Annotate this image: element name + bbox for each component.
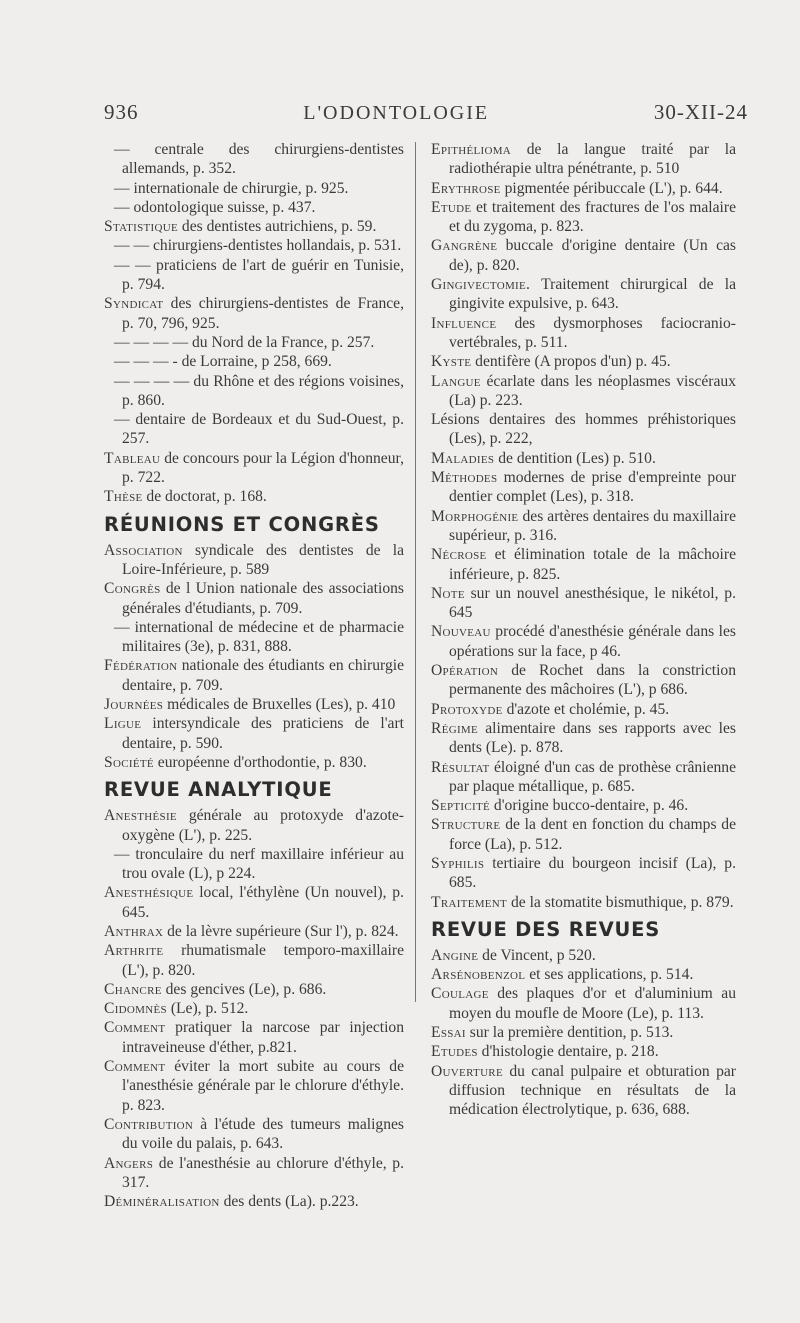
index-entry (431, 410, 736, 449)
entry-text: — tronculaire du nerf maxillaire inférieur au trou ovale (L), p 224. (114, 845, 404, 883)
entry-text: dentifère (A propos d'un) p. 45. (471, 353, 671, 371)
entry-keyword: Régime (431, 719, 479, 737)
entry-text: tertiaire du bourgeon incisif (La), p. 685. (449, 854, 736, 892)
entry-text: des dentistes autrichiens, p. 59. (178, 218, 377, 236)
index-entry (104, 806, 404, 845)
entry-text: — odontologique suisse, p. 437. (114, 198, 316, 216)
entry-keyword: Traitement (431, 893, 508, 911)
index-entry (104, 217, 404, 236)
index-entry (104, 1057, 404, 1115)
index-entry (104, 1154, 404, 1193)
index-entry (104, 333, 404, 352)
entry-text: — internationale de chirurgie, p. 925. (114, 179, 349, 197)
entry-text: et élimination totale de la mâchoire inférieure, p. 825. (449, 546, 736, 583)
entry-text: — — — - de Lorraine, p 258, 669. (114, 353, 332, 371)
index-entry (431, 275, 736, 314)
entry-text: de l Union nationale des associations générales d'étudiants, p. 709. (122, 580, 404, 617)
entry-keyword: Syndicat (104, 295, 164, 313)
index-entry (431, 758, 736, 797)
left-entries-1 (104, 140, 404, 507)
entry-keyword: Chancre (104, 980, 162, 998)
entry-keyword: Cidomnès (104, 1000, 167, 1018)
entry-text: Lésions dentaires des hommes préhistoriques (Les), p. 222, (431, 411, 736, 448)
entry-text: — centrale des chirurgiens-dentistes allemands, p. 352. (114, 141, 404, 178)
left-entries-3 (104, 806, 404, 1211)
index-entry (104, 656, 404, 695)
index-entry (104, 352, 404, 371)
index-entry (104, 999, 404, 1018)
index-entry (104, 541, 404, 580)
entry-text: des dysmorphoses faciocranio-vertébrales, p. 511. (449, 314, 736, 351)
index-entry (104, 410, 404, 449)
page-header (104, 100, 748, 125)
entry-text: sur un nouvel anesthésique, le nikétol, p. 645 (449, 584, 736, 622)
entry-keyword: Erythrose (431, 179, 501, 197)
entry-text: des artères dentaires du maxillaire supérieur, p. 316. (449, 507, 736, 544)
entry-text: de concours pour la Légion d'honneur, p. 722. (122, 449, 404, 487)
entry-keyword: Protoxyde (431, 700, 503, 718)
entry-keyword: Etude (431, 198, 472, 216)
entry-keyword: Note (431, 584, 465, 602)
entry-text: de Vincent, p 520. (478, 946, 596, 964)
index-entry (431, 984, 736, 1023)
index-entry (104, 1115, 404, 1154)
section-heading-revue-des-revues: REVUE DES REVUES (431, 917, 661, 941)
entry-text: buccale d'origine dentaire (Un cas de), p. 820. (449, 237, 736, 274)
entry-keyword: Société (104, 753, 154, 771)
entry-keyword: Congrès (104, 580, 161, 598)
entry-text: de la dent en fonction du champs de force (La), p. 512. (449, 816, 736, 853)
index-entry (104, 1018, 404, 1057)
entry-text: d'azote et cholémie, p. 45. (502, 700, 670, 718)
entry-keyword: Morphogénie (431, 507, 519, 525)
left-column (104, 140, 404, 1211)
entry-text: intersyndicale des praticiens de l'art dentaire, p. 590. (122, 715, 404, 752)
index-entry (104, 753, 404, 772)
entry-keyword: Angine (431, 946, 479, 964)
index-entry (104, 579, 404, 618)
index-entry (431, 372, 736, 411)
index-entry (104, 922, 404, 941)
entry-keyword: Résultat (431, 758, 490, 776)
entry-text: procédé d'anesthésie générale dans les opérations sur la face, p 46. (449, 623, 736, 660)
entry-keyword: Nouveau (431, 623, 491, 641)
right-entries-1 (431, 140, 736, 912)
entry-text: — dentaire de Bordeaux et du Sud-Ouest, p. 257. (114, 411, 404, 448)
entry-text: des gencives (Le), p. 686. (161, 980, 327, 998)
index-entry (104, 714, 404, 753)
entry-text: alimentaire dans ses rapports avec les dents (Le). p. 878. (449, 719, 736, 757)
entry-text: écarlate dans les néoplasmes viscéraux (La) p. 223. (449, 372, 736, 409)
entry-keyword: Etudes (431, 1043, 478, 1061)
page-number: 936 (104, 100, 139, 124)
entry-keyword: Structure (431, 816, 501, 834)
entry-text: de Rochet dans la constriction permanente des mâchoires (L'), p 686. (449, 662, 736, 699)
entry-keyword: Déminéralisation (104, 1193, 220, 1211)
issue-date: 30-XII-24 (653, 100, 748, 124)
entry-text: éloigné d'un cas de prothèse crânienne par plaque métallique, p. 685. (449, 758, 736, 795)
entry-text: des chirurgiens-dentistes de France, p. 70, 796, 925. (122, 295, 404, 332)
entry-text: — — — — du Rhône et des régions voisines, p. 860. (114, 372, 404, 409)
entry-text: (Le), p. 512. (166, 1000, 249, 1018)
index-entry (431, 796, 736, 815)
entry-text: européenne d'orthodontie, p. 830. (153, 753, 367, 771)
entry-keyword: Gingivectomie. (431, 276, 531, 294)
index-entry (431, 1023, 736, 1042)
entry-text: des plaques d'or et d'aluminium au moyen du moufle de Moore (Le), p. 113. (449, 985, 736, 1022)
entry-keyword: Méthodes (431, 469, 498, 487)
entry-text: éviter la mort subite au cours de l'anesthésie générale par le chlorure d'éthyle. p. 823. (122, 1058, 404, 1114)
index-entry (104, 695, 404, 714)
index-entry (104, 487, 404, 506)
entry-keyword: Kyste (431, 353, 472, 371)
entry-text: générale au protoxyde d'azote-oxygène (L'), p. 225. (122, 807, 404, 844)
index-entry (431, 622, 736, 661)
index-entry (431, 236, 736, 275)
index-entry (104, 294, 404, 333)
entry-text: sur la première dentition, p. 513. (465, 1024, 674, 1042)
entry-text: de doctorat, p. 168. (142, 488, 267, 506)
entry-keyword: Comment (104, 1019, 166, 1037)
entry-keyword: Statistique (104, 218, 179, 236)
right-column (431, 140, 736, 1120)
entry-keyword: Septicité (431, 797, 491, 815)
entry-keyword: Anesthésie (104, 807, 177, 825)
index-entry (431, 198, 736, 237)
index-entry (431, 719, 736, 758)
entry-text: de la lèvre supérieure (Sur l'), p. 824. (163, 922, 399, 940)
index-entry (104, 618, 404, 657)
index-entry (431, 449, 736, 468)
entry-text: du canal pulpaire et obturation par diffusion technique en résultats de la médication électrolytique, p. 636, 688. (449, 1062, 736, 1119)
entry-keyword: Langue (431, 372, 481, 390)
entry-keyword: Syphilis (431, 854, 485, 872)
entry-keyword: Epithélioma (431, 141, 512, 158)
entry-text: à l'étude des tumeurs malignes du voile du palais, p. 643. (122, 1115, 404, 1153)
entry-keyword: Association (104, 541, 183, 559)
index-entry (431, 468, 736, 507)
entry-text: local, l'éthylène (Un nouvel), p. 645. (122, 884, 404, 921)
entry-text: d'origine bucco-dentaire, p. 46. (490, 797, 689, 815)
entry-keyword: Maladies (431, 449, 495, 467)
entry-keyword: Influence (431, 314, 497, 332)
entry-keyword: Ouverture (431, 1062, 503, 1080)
entry-text: — — chirurgiens-dentistes hollandais, p. 531. (114, 237, 402, 255)
entry-text: et traitement des fractures de l'os malaire et du zygoma, p. 823. (449, 198, 736, 236)
section-heading-reunions: RÉUNIONS ET CONGRÈS (104, 512, 380, 536)
left-entries-2 (104, 541, 404, 773)
right-entries-2 (431, 946, 736, 1120)
index-entry (431, 661, 736, 700)
entry-text: de dentition (Les) p. 510. (494, 449, 656, 467)
entry-text: syndicale des dentistes de la Loire-Inférieure, p. 589 (122, 541, 404, 578)
entry-keyword: Ligue (104, 715, 142, 733)
index-entry (431, 1062, 736, 1120)
index-entry (431, 179, 736, 198)
entry-keyword: Anthrax (104, 922, 164, 940)
index-entry (104, 179, 404, 198)
entry-text: rhumatismale temporo-maxillaire (L'), p. 820. (122, 942, 404, 979)
entry-text: — — — — du Nord de la France, p. 257. (114, 333, 375, 351)
entry-text: pigmentée péribuccale (L'), p. 644. (500, 179, 723, 197)
index-entry (431, 815, 736, 854)
entry-keyword: Arsénobenzol (431, 966, 526, 984)
index-entry (104, 372, 404, 411)
entry-text: Traitement chirurgical de la gingivite expulsive, p. 643. (449, 276, 736, 313)
index-entry (431, 507, 736, 546)
index-entry (431, 140, 736, 179)
index-entry (431, 545, 736, 584)
index-entry (431, 314, 736, 353)
index-entry (431, 965, 736, 984)
entry-text: de l'anesthésie au chlorure d'éthyle, p. 317. (122, 1154, 404, 1191)
entry-text: — international de médecine et de pharmacie militaires (3e), p. 831, 888. (114, 618, 404, 656)
index-entry (104, 449, 404, 488)
index-entry (431, 700, 736, 719)
entry-text: et ses applications, p. 514. (525, 966, 694, 984)
index-entry (104, 980, 404, 999)
entry-text: de la langue traité par la radiothérapie ultra pénétrante, p. 510 (449, 141, 736, 178)
index-entry (431, 584, 736, 623)
entry-text: modernes de prise d'empreinte pour dentier complet (Les), p. 318. (449, 469, 736, 506)
entry-keyword: Angers (104, 1154, 154, 1172)
entry-text: pratiquer la narcose par injection intraveineuse d'éther, p.821. (122, 1019, 404, 1056)
entry-keyword: Coulage (431, 985, 489, 1003)
index-entry (104, 1192, 404, 1211)
entry-text: des dents (La). p.223. (219, 1193, 359, 1211)
column-divider (415, 142, 416, 1002)
entry-keyword: Nécrose (431, 546, 487, 564)
index-entry (431, 1042, 736, 1061)
index-entry (431, 946, 736, 965)
entry-keyword: Tableau (104, 449, 161, 467)
entry-text: d'histologie dentaire, p. 218. (477, 1043, 659, 1061)
entry-keyword: Fédération (104, 657, 178, 675)
entry-keyword: Contribution (104, 1115, 194, 1133)
index-entry (104, 941, 404, 980)
index-entry (104, 236, 404, 255)
section-heading-revue-analytique: REVUE ANALYTIQUE (104, 778, 333, 802)
index-entry (104, 198, 404, 217)
index-entry (431, 352, 736, 371)
entry-keyword: Thèse (104, 488, 143, 506)
entry-text: — — praticiens de l'art de guérir en Tunisie, p. 794. (114, 256, 404, 294)
entry-keyword: Comment (104, 1058, 166, 1076)
entry-text: médicales de Bruxelles (Les), p. 410 (163, 696, 396, 714)
entry-keyword: Opération (431, 662, 499, 680)
entry-keyword: Arthrite (104, 942, 164, 960)
index-entry (431, 893, 736, 912)
entry-keyword: Journées (104, 696, 164, 714)
entry-text: de la stomatite bismuthique, p. 879. (507, 893, 734, 911)
index-entry (104, 845, 404, 884)
entry-text: nationale des étudiants en chirurgie dentaire, p. 709. (122, 657, 404, 694)
entry-keyword: Anesthésique (104, 884, 194, 902)
index-entry (104, 256, 404, 295)
index-entry (104, 140, 404, 179)
journal-title: L'ODONTOLOGIE (303, 102, 490, 124)
index-entry (431, 854, 736, 893)
entry-keyword: Gangrène (431, 237, 498, 255)
index-entry (104, 883, 404, 922)
entry-keyword: Essai (431, 1024, 466, 1042)
